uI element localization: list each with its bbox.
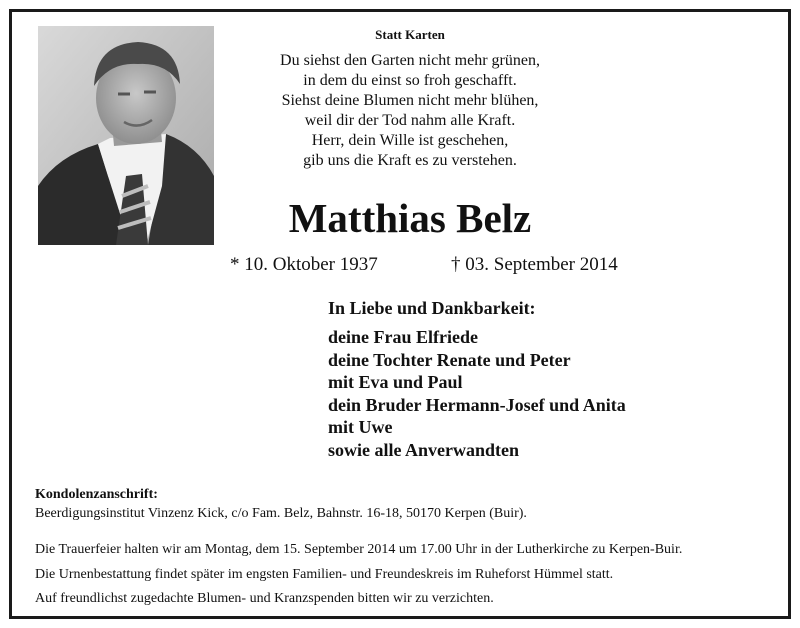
mourner-line: mit Uwe [328,417,393,437]
mourner-line: deine Tochter Renate und Peter [328,349,571,370]
poem-line: gib uns die Kraft es zu verstehen. [303,152,517,169]
poem [225,51,595,171]
poem-line: in dem du einst so froh geschafft. [303,72,517,89]
mourner-line: sowie alle Anverwandten [328,439,519,460]
mourners-list [328,326,626,461]
poem-line: weil dir der Tod nahm alle Kraft. [304,112,516,129]
portrait-image [38,26,214,245]
mourners-title: In Liebe und Dankbarkeit: [328,298,536,318]
portrait-photo [38,26,214,245]
funeral-service-notice: Die Trauerfeier halten wir am Montag, dem 15. September 2014 um 17.00 Uhr in der Lutherkirche zu Kerpen-Buir. [35,542,683,557]
mourner-line: mit Eva und Paul [328,372,463,392]
condolence-address: Beerdigungsinstitut Vinzenz Kick, c/o Fam. Belz, Bahnstr. 16-18, 50170 Kerpen (Buir). [35,506,527,521]
statt-karten-heading: Statt Karten [375,27,445,42]
mourner-line: deine Frau Elfriede [328,327,478,347]
condolence-label: Kondolenzanschrift: [35,487,158,502]
death-date: † 03. September 2014 [451,254,618,275]
deceased-name: Matthias Belz [288,195,532,241]
poem-line: Siehst deine Blumen nicht mehr blühen, [281,92,539,109]
poem-line: Herr, dein Wille ist geschehen, [311,132,509,149]
urn-burial-notice: Die Urnenbestattung findet später im engsten Familien- und Freundeskreis im Ruheforst Hümmel statt. [35,567,614,582]
flower-donation-notice: Auf freundlichst zugedachte Blumen- und Kranzspenden bitten wir zu verzichten. [35,591,494,606]
birth-date: * 10. Oktober 1937 [230,254,378,275]
poem-line: Du siehst den Garten nicht mehr grünen, [280,52,540,69]
mourner-line: dein Bruder Hermann-Josef und Anita [328,394,626,415]
